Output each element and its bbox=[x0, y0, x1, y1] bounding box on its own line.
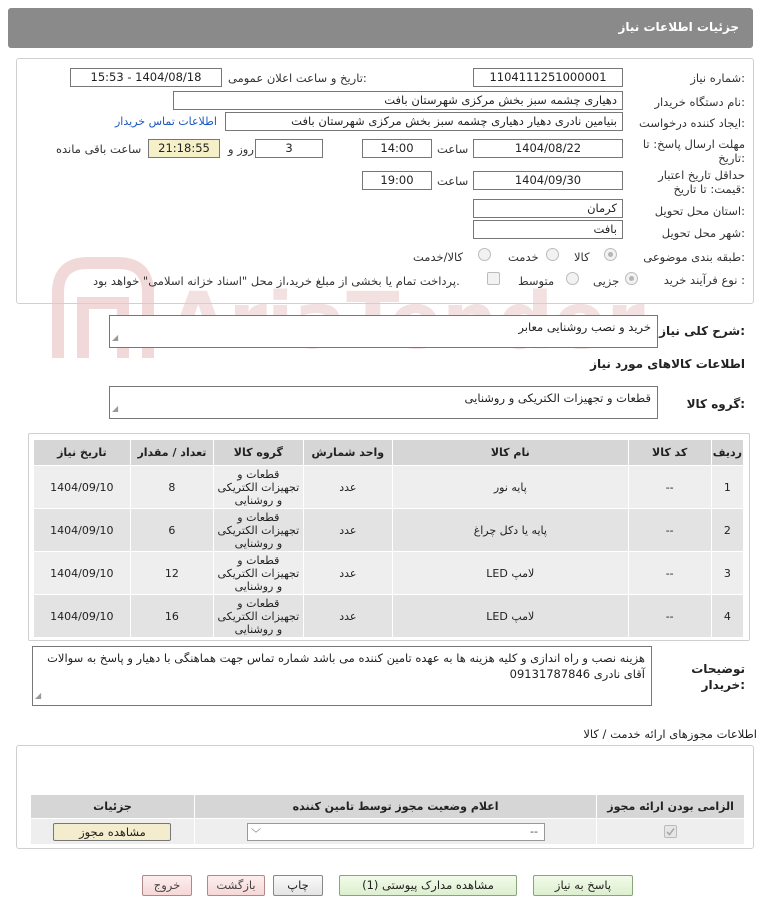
process-option-minor: جزیی bbox=[593, 274, 620, 288]
category-label: طبقه بندی موضوعی: bbox=[643, 250, 745, 264]
category-option-goods-service: کالا/خدمت bbox=[413, 250, 464, 264]
days-remaining-field: 3 bbox=[255, 139, 323, 158]
cell-name: پایه نور bbox=[393, 466, 628, 509]
permit-status-select[interactable] bbox=[247, 823, 545, 841]
category-radio-goods-service[interactable] bbox=[478, 248, 491, 261]
print-button[interactable]: چاپ bbox=[273, 875, 323, 896]
col-header-date: تاریخ نیاز bbox=[34, 440, 131, 466]
cell-qty: 6 bbox=[130, 509, 213, 552]
goods-info-title: اطلاعات کالاهای مورد نیاز bbox=[590, 357, 745, 371]
need-description-field bbox=[109, 315, 658, 348]
deadline-time-label: ساعت bbox=[437, 142, 469, 156]
cell-group: قطعات و تجهیزات الکتریکی و روشنایی bbox=[214, 595, 303, 638]
category-option-goods: کالا bbox=[574, 250, 590, 264]
validity-date-field: 1404/09/30 bbox=[473, 171, 623, 190]
items-table bbox=[33, 439, 744, 638]
deadline-time-field: 14:00 bbox=[362, 139, 432, 158]
reply-to-need-button[interactable]: پاسخ به نیاز bbox=[533, 875, 633, 896]
remaining-time-field: 21:18:55 bbox=[148, 139, 220, 158]
col-header-permit-status: اعلام وضعیت مجوز توسط تامین کننده bbox=[194, 795, 596, 819]
col-header-code: کد کالا bbox=[628, 440, 711, 466]
cell-name: لامپ LED bbox=[393, 595, 628, 638]
need-description-label: شرح کلی نیاز: bbox=[659, 324, 745, 338]
buyer-notes-label-2: خریدار: bbox=[701, 678, 745, 692]
cell-name: پایه یا دکل چراغ bbox=[393, 509, 628, 552]
check-icon bbox=[665, 826, 676, 837]
buyer-org-label: نام دستگاه خریدار: bbox=[654, 95, 745, 109]
cell-row: 2 bbox=[711, 509, 743, 552]
permits-table bbox=[30, 794, 745, 845]
col-header-permit-required: الزامی بودن ارائه مجوز bbox=[597, 795, 745, 819]
resize-handle-icon[interactable]: ◢ bbox=[112, 333, 119, 342]
goods-group-text: قطعات و تجهیزات الکتریکی و روشنایی bbox=[464, 391, 651, 405]
validity-time-label: ساعت bbox=[437, 174, 469, 188]
chevron-down-icon: ﹀ bbox=[250, 829, 261, 840]
cell-qty: 12 bbox=[130, 552, 213, 595]
cell-date: 1404/09/10 bbox=[34, 466, 131, 509]
permit-status-cell bbox=[194, 819, 596, 845]
col-header-group: گروه کالا bbox=[214, 440, 303, 466]
cell-date: 1404/09/10 bbox=[34, 552, 131, 595]
table-row bbox=[31, 819, 745, 845]
table-row bbox=[34, 509, 744, 552]
permits-title: اطلاعات مجوزهای ارائه خدمت / کالا bbox=[583, 727, 757, 741]
page-header-bar bbox=[8, 8, 753, 48]
items-table-header bbox=[34, 440, 744, 466]
col-header-qty: تعداد / مقدار bbox=[130, 440, 213, 466]
buyer-org-field: دهیاری چشمه سبز بخش مرکزی شهرستان بافت bbox=[173, 91, 623, 110]
goods-group-field bbox=[109, 386, 658, 419]
creator-label: ایجاد کننده درخواست: bbox=[639, 116, 745, 130]
goods-group-label: گروه کالا: bbox=[686, 397, 745, 411]
cell-row: 3 bbox=[711, 552, 743, 595]
cell-qty: 8 bbox=[130, 466, 213, 509]
need-description-text: خرید و نصب روشنایی معابر bbox=[518, 320, 651, 334]
permit-details-cell bbox=[31, 819, 195, 845]
cell-unit: عدد bbox=[303, 595, 392, 638]
deadline-label-date: تاریخ: bbox=[718, 151, 745, 165]
treasury-bonds-note: پرداخت تمام یا بخشی از مبلغ خرید،از محل "اسناد خزانه اسلامی" خواهد بود. bbox=[93, 274, 460, 288]
announce-datetime-field: 1404/08/18 - 15:53 bbox=[70, 68, 222, 87]
exit-button[interactable]: خروج bbox=[142, 875, 192, 896]
treasury-bonds-checkbox[interactable] bbox=[487, 272, 500, 285]
table-row bbox=[34, 466, 744, 509]
cell-group: قطعات و تجهیزات الکتریکی و روشنایی bbox=[214, 509, 303, 552]
remaining-time-label: ساعت باقی مانده bbox=[56, 142, 142, 156]
buyer-notes-field bbox=[32, 646, 652, 706]
need-number-label: شماره نیاز: bbox=[690, 71, 745, 85]
table-row bbox=[34, 595, 744, 638]
city-label: شهر محل تحویل: bbox=[661, 226, 745, 240]
cell-unit: عدد bbox=[303, 509, 392, 552]
view-attachments-button[interactable]: مشاهده مدارک پیوستی (1) bbox=[339, 875, 517, 896]
process-type-label: نوع فرآیند خرید : bbox=[663, 273, 745, 287]
col-header-permit-details: جزئیات bbox=[31, 795, 195, 819]
permit-status-value: -- bbox=[529, 825, 538, 838]
validity-label-date: قیمت: تا تاریخ: bbox=[673, 182, 745, 196]
cell-date: 1404/09/10 bbox=[34, 595, 131, 638]
cell-code: -- bbox=[628, 509, 711, 552]
col-header-row: ردیف bbox=[711, 440, 743, 466]
cell-unit: عدد bbox=[303, 466, 392, 509]
resize-handle-icon[interactable]: ◢ bbox=[112, 404, 119, 413]
permits-table-header bbox=[31, 795, 745, 819]
cell-date: 1404/09/10 bbox=[34, 509, 131, 552]
buyer-notes-label: توضیحات bbox=[691, 662, 745, 676]
table-row bbox=[34, 552, 744, 595]
cell-group: قطعات و تجهیزات الکتریکی و روشنایی bbox=[214, 552, 303, 595]
buyer-contact-link[interactable]: اطلاعات تماس خریدار bbox=[115, 115, 217, 128]
announce-datetime-label: تاریخ و ساعت اعلان عمومی: bbox=[228, 71, 367, 85]
category-radio-service[interactable] bbox=[546, 248, 559, 261]
col-header-name: نام کالا bbox=[393, 440, 628, 466]
back-button[interactable]: بازگشت bbox=[207, 875, 265, 896]
page-title: جزئیات اطلاعات نیاز bbox=[618, 20, 739, 34]
deadline-label: مهلت ارسال پاسخ: تا bbox=[642, 137, 745, 151]
view-permit-button[interactable]: مشاهده مجوز bbox=[53, 823, 171, 841]
cell-unit: عدد bbox=[303, 552, 392, 595]
category-option-service: خدمت bbox=[508, 250, 539, 264]
permit-required-checkbox bbox=[664, 825, 677, 838]
deadline-date-field: 1404/08/22 bbox=[473, 139, 623, 158]
days-label: روز و bbox=[228, 142, 254, 156]
validity-time-field: 19:00 bbox=[362, 171, 432, 190]
process-radio-medium[interactable] bbox=[566, 272, 579, 285]
creator-field: بنیامین نادری دهیار دهیاری چشمه سبز بخش مرکزی شهرستان بافت bbox=[225, 112, 623, 131]
cell-code: -- bbox=[628, 595, 711, 638]
category-radio-goods[interactable] bbox=[604, 248, 617, 261]
cell-code: -- bbox=[628, 466, 711, 509]
permit-required-cell bbox=[597, 819, 745, 845]
city-field: بافت bbox=[473, 220, 623, 239]
province-field: کرمان bbox=[473, 199, 623, 218]
col-header-unit: واحد شمارش bbox=[303, 440, 392, 466]
need-number-field: 1104111251000001 bbox=[473, 68, 623, 87]
process-option-medium: متوسط bbox=[518, 274, 555, 288]
buyer-notes-text: هزینه نصب و راه اندازی و کلیه هزینه ها به عهده تامین کننده می باشد شماره تماس جهت هماهنگی با دهیار و پاسخ به سوالات آقای نادری 09131787846 bbox=[47, 651, 645, 681]
cell-row: 4 bbox=[711, 595, 743, 638]
cell-row: 1 bbox=[711, 466, 743, 509]
cell-code: -- bbox=[628, 552, 711, 595]
cell-group: قطعات و تجهیزات الکتریکی و روشنایی bbox=[214, 466, 303, 509]
province-label: استان محل تحویل: bbox=[654, 204, 745, 218]
cell-qty: 16 bbox=[130, 595, 213, 638]
validity-label: حداقل تاریخ اعتبار bbox=[658, 168, 745, 182]
resize-handle-icon[interactable]: ◢ bbox=[35, 691, 42, 700]
process-radio-minor[interactable] bbox=[625, 272, 638, 285]
cell-name: لامپ LED bbox=[393, 552, 628, 595]
